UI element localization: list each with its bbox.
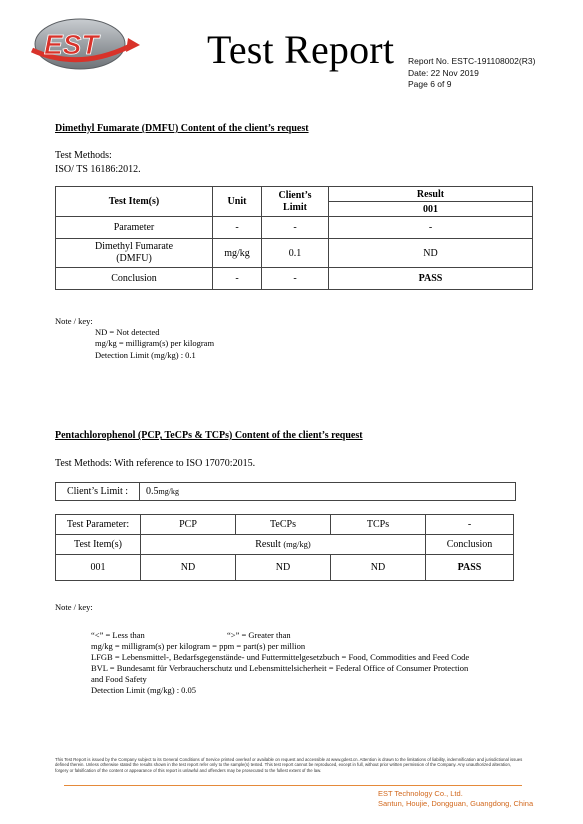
dmfu-results-table — [55, 186, 533, 290]
section1-title: Dimethyl Fumarate (DMFU) Content of the client’s request — [55, 123, 309, 134]
section2-note-label: Note / key: — [55, 602, 93, 612]
cell-item: Parameter — [56, 217, 213, 239]
note-line: mg/kg = milligram(s) per kilogram = ppm = part(s) per million — [91, 641, 306, 651]
header-test-item: Test Item(s) — [56, 187, 213, 217]
cell-limit: 0.1 — [262, 239, 329, 268]
client-limit-value-wrap — [146, 483, 179, 500]
note-line: ND = Not detected — [95, 327, 160, 337]
company-name: EST Technology Co., Ltd. — [378, 789, 463, 798]
cell-item-line1: Dimethyl Fumarate — [94, 241, 174, 252]
logo-text: EST — [44, 29, 99, 60]
report-title: Test Report — [207, 27, 395, 72]
header-result — [141, 535, 426, 555]
note-line: and Food Safety — [91, 674, 147, 684]
table-header-row — [56, 187, 533, 202]
report-number: Report No. ESTC-191108002(R3) — [408, 56, 536, 66]
header-test-item: Test Item(s) — [56, 535, 141, 555]
table-row — [56, 268, 533, 290]
cell-item — [56, 239, 213, 268]
header-client-limit — [262, 187, 329, 217]
table-row — [56, 239, 533, 268]
report-meta — [408, 56, 535, 91]
table-row — [56, 555, 514, 581]
header-result-label: Result — [255, 539, 281, 550]
header-tecps: TeCPs — [236, 515, 331, 535]
table-header-row — [56, 535, 514, 555]
cell-unit: mg/kg — [213, 239, 262, 268]
cell-conclusion-pass: PASS — [426, 555, 514, 581]
company-address: Santun, Houjie, Dongguan, Guangdong, China — [378, 799, 534, 808]
cell-item: Conclusion — [56, 268, 213, 290]
header-conclusion: Conclusion — [426, 535, 514, 555]
page-number: Page 6 of 9 — [408, 79, 452, 89]
cell-result: - — [329, 217, 533, 239]
cell-item: 001 — [56, 555, 141, 581]
header-dash: - — [426, 515, 514, 535]
company-info — [378, 789, 533, 809]
section1-methods-label: Test Methods: — [55, 150, 112, 161]
cell-pcp: ND — [141, 555, 236, 581]
note-line: BVL = Bundesamt für Verbraucherschutz und Lebensmittelsicherheit = Federal Office of Consumer Protection — [91, 663, 469, 673]
header-result: Result — [329, 187, 533, 202]
table-row — [56, 217, 533, 239]
cell-result: ND — [329, 239, 533, 268]
cell-limit: - — [262, 217, 329, 239]
header-tcps: TCPs — [331, 515, 426, 535]
header-test-parameter: Test Parameter: — [56, 515, 141, 535]
note-line: Detection Limit (mg/kg) : 0.05 — [91, 685, 197, 695]
note-line: Detection Limit (mg/kg) : 0.1 — [95, 350, 196, 360]
cell-tecps: ND — [236, 555, 331, 581]
cell-limit: - — [262, 268, 329, 290]
header-client-limit-line2: Limit — [283, 201, 307, 213]
cell-unit: - — [213, 268, 262, 290]
section1-note-label: Note / key: — [55, 316, 93, 326]
report-date: Date: 22 Nov 2019 — [408, 67, 479, 78]
cell-result-pass: PASS — [329, 268, 533, 290]
header-result-unit: (mg/kg) — [283, 539, 311, 549]
footer-disclaimer: This Test Report is issued by the Company subject to its General Conditions of Service printed overleaf or available on request and accessible at www.gdest.cn. Attention is drawn to the limitations of liability, indemnification and jurisdictional issues defined therein. Unless otherwise stated the results shown in the test report refer only to the sample(s) tested. This test report cannot be reproduced, except in full, without prior written permission of the Company. Any unauthorized alteration, forgery or falsification of the content or appearance of this report is unlawful and offenders may be prosecuted to the fullest extent of the law. — [55, 757, 523, 773]
cell-tcps: ND — [331, 555, 426, 581]
client-limit-value: 0.5 — [146, 486, 159, 497]
footer-divider — [64, 785, 522, 786]
pcp-results-table — [55, 514, 514, 581]
note-greater-than: “>” = Greater than — [227, 630, 291, 640]
header-unit: Unit — [213, 187, 262, 217]
note-line: mg/kg = milligram(s) per kilogram — [95, 338, 215, 348]
note-less-than: “<” = Less than — [91, 630, 145, 640]
cell-unit: - — [213, 217, 262, 239]
header-sample-id: 001 — [329, 202, 533, 217]
section1-methods-value: ISO/ TS 16186:2012. — [55, 164, 141, 175]
note-line: LFGB = Lebensmittel-, Bedarfsgegenstände- und Futtermittelgesetzbuch = Food, Commodities and Feed Code — [91, 652, 470, 662]
section2-methods: Test Methods: With reference to ISO 17070:2015. — [55, 458, 256, 469]
cell-item-line2: (DMFU) — [116, 253, 152, 264]
section2-title: Pentachlorophenol (PCP, TeCPs & TCPs) Content of the client’s request — [55, 430, 363, 441]
header-pcp: PCP — [141, 515, 236, 535]
header-client-limit-line1: Client’s — [278, 189, 312, 201]
table-header-row — [56, 515, 514, 535]
est-logo — [24, 14, 142, 72]
client-limit-label: Client’s Limit : — [56, 483, 140, 500]
client-limit-unit: mg/kg — [158, 487, 179, 496]
client-limit-box — [55, 482, 516, 501]
